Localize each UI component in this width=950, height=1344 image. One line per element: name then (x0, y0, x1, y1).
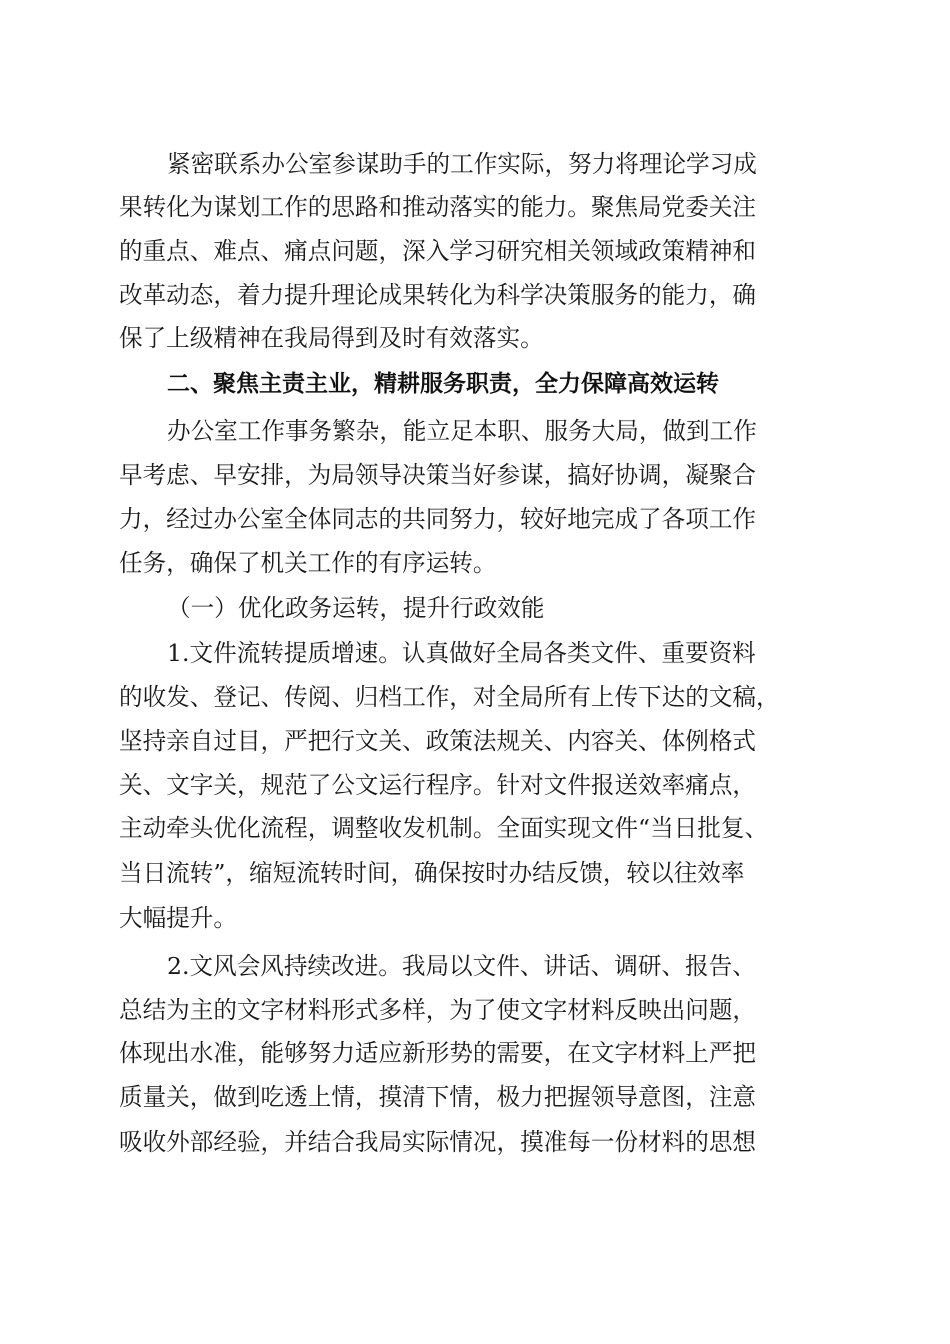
section-heading-2: 二、聚焦主责主业，精耕服务职责，全力保障高效运转 (167, 371, 719, 397)
text-line-11: 的收发、登记、传阅、归档工作，对全局所有上传下达的文稿， (119, 683, 780, 711)
text-line-18: 总结为主的文字材料形式多样，为了使文字材料反映出问题， (119, 996, 757, 1024)
text-line-7: 早考虑、早安排，为局领导决策当好参谋，搞好协调，凝聚合 (119, 461, 757, 489)
text-line-12: 坚持亲自过目，严把行文关、政策法规关、内容关、体例格式 (119, 727, 757, 755)
subsection-heading-1: （一）优化政务运转，提升行政效能 (167, 594, 545, 622)
text-line-8: 力，经过办公室全体同志的共同努力，较好地完成了各项工作 (119, 505, 757, 533)
text-line-21: 吸收外部经验，并结合我局实际情况，摸准每一份材料的思想 (119, 1128, 757, 1156)
text-line-16: 大幅提升。 (119, 904, 237, 932)
text-line-2: 果转化为谋划工作的思路和推动落实的能力。聚焦局党委关注 (119, 193, 757, 221)
text-line-3: 的重点、难点、痛点问题，深入学习研究相关领域政策精神和 (119, 237, 757, 265)
text-line-1: 紧密联系办公室参谋助手的工作实际，努力将理论学习成 (167, 150, 757, 178)
text-line-6: 办公室工作事务繁杂，能立足本职、服务大局，做到工作 (167, 417, 757, 445)
text-line-20: 质量关，做到吃透上情，摸清下情，极力把握领导意图，注意 (119, 1083, 757, 1111)
text-line-19: 体现出水准，能够努力适应新形势的需要，在文字材料上严把 (119, 1039, 757, 1067)
text-line-15: 当日流转”，缩短流转时间，确保按时办结反馈，较以往效率 (119, 859, 745, 887)
text-line-17: 2.文风会风持续改进。我局以文件、讲话、调研、报告、 (167, 952, 756, 980)
text-line-9: 任务，确保了机关工作的有序运转。 (119, 549, 497, 577)
text-line-13: 关、文字关，规范了公文运行程序。针对文件报送效率痛点， (119, 771, 757, 799)
text-line-5: 保了上级精神在我局得到及时有效落实。 (119, 324, 544, 352)
text-line-14: 主动牵头优化流程，调整收发机制。全面实现文件“当日批复、 (119, 814, 769, 842)
text-line-4: 改革动态，着力提升理论成果转化为科学决策服务的能力，确 (119, 281, 757, 309)
text-line-10: 1.文件流转提质增速。认真做好全局各类文件、重要资料 (167, 639, 756, 667)
